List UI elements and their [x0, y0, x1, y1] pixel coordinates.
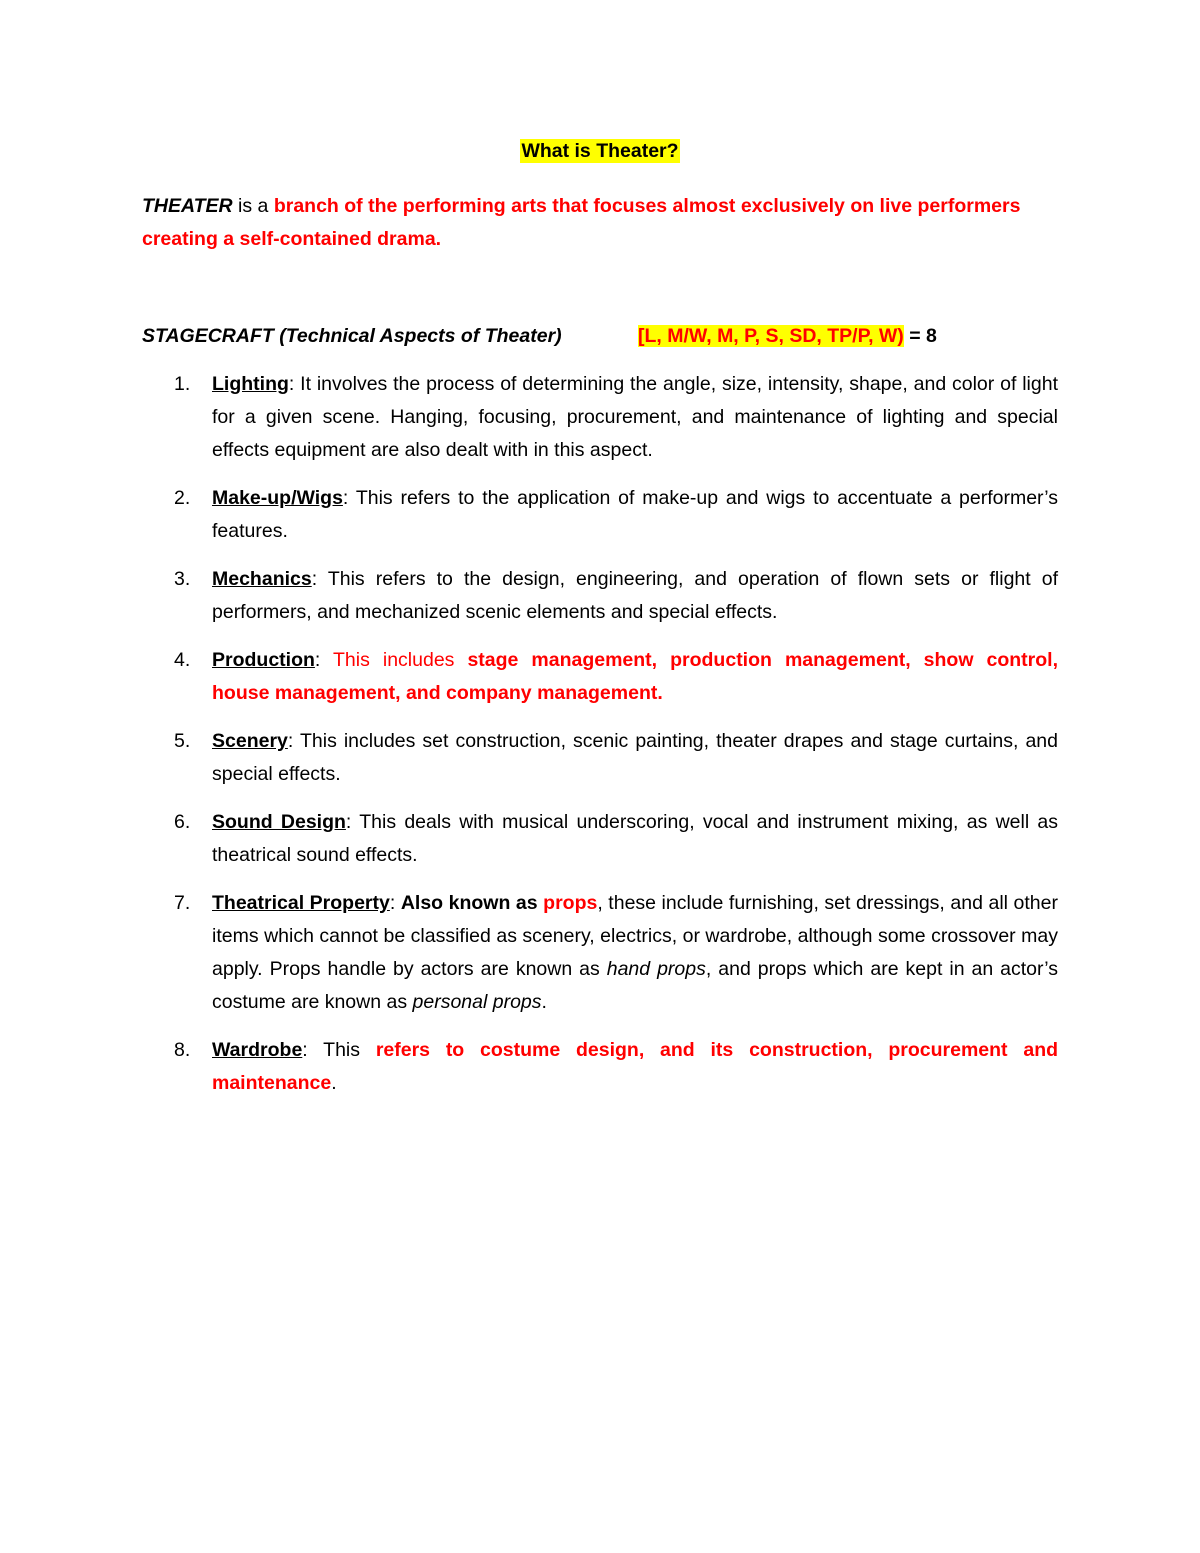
stagecraft-title: STAGECRAFT (Technical Aspects of Theater): [142, 325, 562, 347]
stagecraft-list: [142, 368, 1058, 1115]
page-title: [0, 140, 1200, 163]
item-number: 8.: [174, 1039, 191, 1061]
item-term: Sound Design: [212, 811, 346, 833]
personal-props-term: personal props: [412, 991, 542, 1013]
item-number: 3.: [174, 568, 191, 590]
item-lead: This: [323, 1039, 376, 1061]
item-number: 5.: [174, 730, 191, 752]
item-term: Lighting: [212, 373, 289, 395]
list-item-makeup-wigs: [142, 482, 1058, 548]
definition-connector: is a: [232, 195, 274, 217]
item-term: Wardrobe: [212, 1039, 303, 1061]
item-text: This refers to the design, engineering, and operation of flown sets or flight of performers, and mechanized scenic elements and special effects.: [212, 568, 1059, 623]
item-term: Make-up/Wigs: [212, 487, 343, 509]
list-item-wardrobe: [142, 1034, 1058, 1100]
props-term: props: [543, 892, 598, 914]
list-item-scenery: [142, 725, 1058, 791]
title-text: What is Theater?: [521, 140, 679, 162]
item-separator: :: [311, 568, 328, 590]
item-separator: :: [287, 730, 300, 752]
item-number: 7.: [174, 892, 191, 914]
hand-props-term: hand props: [606, 958, 706, 980]
item-number: 4.: [174, 649, 191, 671]
item-number: 2.: [174, 487, 191, 509]
item-term: Production: [212, 649, 315, 671]
item-text: This deals with musical underscoring, vocal and instrument mixing, as well as theatrical sound effects.: [212, 811, 1059, 866]
item-separator: :: [314, 649, 334, 671]
item-text-continued: , and props which are kept in an actor’s costume are known as: [212, 958, 1058, 1013]
theater-definition: [142, 190, 1058, 256]
definition-text: branch of the performing arts that focuses almost exclusively on live performers creating a self-contained drama.: [142, 195, 1021, 250]
stagecraft-mnemonic: [638, 321, 937, 351]
item-number: 6.: [174, 811, 191, 833]
list-item-production: [142, 644, 1058, 710]
list-item-lighting: [142, 368, 1058, 467]
item-separator: :: [389, 892, 401, 914]
item-term: Scenery: [212, 730, 288, 752]
item-text: This refers to the application of make-up and wigs to accentuate a performer’s features.: [212, 487, 1059, 542]
item-text: It involves the process of determining the angle, size, intensity, shape, and color of light for a given scene. Hanging, focusing, procurement, and maintenance of lighting and special effects equipment are also dealt with in this aspect.: [212, 373, 1058, 461]
stagecraft-heading: [142, 321, 1058, 351]
definition-term: THEATER: [142, 195, 233, 217]
mnemonic-codes: [L, M/W, M, P, S, SD, TP/P, W): [638, 325, 904, 347]
item-number: 1.: [174, 373, 191, 395]
item-separator: :: [302, 1039, 324, 1061]
item-separator: :: [345, 811, 360, 833]
item-text: , these include furnishing, set dressings, and all other items which cannot be classified as scenery, electrics, or wardrobe, although some crossover may apply. Props handle by actors are known as: [212, 892, 1058, 980]
item-lead: Also known as: [400, 892, 544, 914]
list-item-theatrical-property: [142, 887, 1058, 1019]
list-item-sound-design: [142, 806, 1058, 872]
item-text-end: .: [541, 991, 547, 1013]
item-term: Mechanics: [212, 568, 312, 590]
item-text-emphasis: refers to costume design, and its construction, procurement and maintenance: [212, 1039, 1059, 1094]
item-text-emphasis: stage management, production management, show control, house management, and company management.: [212, 649, 1059, 704]
item-term: Theatrical Property: [212, 892, 390, 914]
list-item-mechanics: [142, 563, 1058, 629]
mnemonic-count: = 8: [903, 325, 937, 347]
item-text: This includes set construction, scenic painting, theater drapes and stage curtains, and special effects.: [212, 730, 1059, 785]
item-separator: :: [288, 373, 301, 395]
item-separator: :: [342, 487, 356, 509]
item-tail: .: [331, 1072, 337, 1094]
item-lead: This includes: [333, 649, 468, 671]
